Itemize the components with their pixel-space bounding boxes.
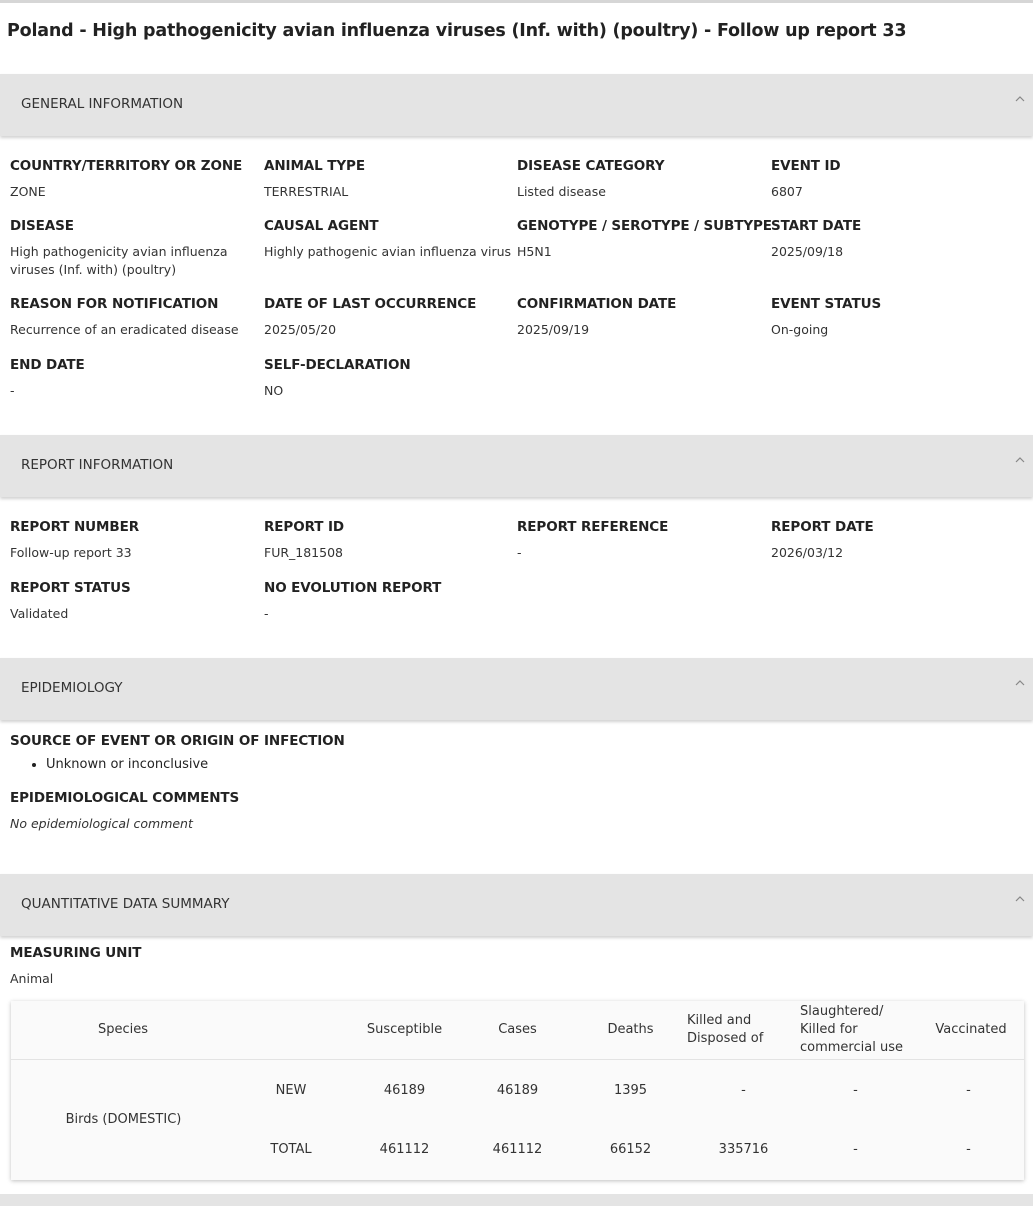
field-label: MEASURING UNIT: [10, 945, 142, 961]
col-header-species: Species: [98, 1022, 149, 1037]
section-epidemiology-label: EPIDEMIOLOGY: [21, 680, 123, 696]
col-header-deaths: Deaths: [607, 1022, 654, 1037]
field-value: -: [264, 606, 269, 621]
cell-total-susceptible: 461112: [379, 1142, 430, 1157]
field-animal-type: [264, 158, 514, 201]
field-value: High pathogenicity avian influenza viruses (Inf. with) (poultry): [10, 244, 228, 277]
field-disease-category: [517, 158, 767, 201]
field-label: DISEASE CATEGORY: [517, 158, 665, 174]
field-label: REPORT NUMBER: [10, 519, 139, 535]
top-divider: [0, 0, 1033, 3]
field-label: COUNTRY/TERRITORY OR ZONE: [10, 158, 243, 174]
field-label: CONFIRMATION DATE: [517, 296, 677, 312]
field-value: -: [10, 383, 15, 398]
field-label: GENOTYPE / SEROTYPE / SUBTYPE: [517, 218, 772, 234]
field-label: REPORT DATE: [771, 519, 874, 535]
section-epidemiology[interactable]: [0, 658, 1033, 720]
field-value: Validated: [10, 606, 69, 621]
section-report-label: REPORT INFORMATION: [21, 457, 174, 473]
section-quant-label: QUANTITATIVE DATA SUMMARY: [21, 896, 230, 912]
field-start-date: [771, 218, 1021, 261]
field-value: -: [517, 545, 522, 560]
chevron-up-icon[interactable]: [1014, 893, 1026, 907]
field-report-status: [10, 580, 260, 623]
next-section-header[interactable]: [0, 1194, 1033, 1206]
field-value: H5N1: [517, 244, 552, 259]
field-end-date: [10, 357, 260, 400]
field-label: EVENT ID: [771, 158, 841, 174]
field-value: FUR_181508: [264, 545, 343, 560]
field-value: Listed disease: [517, 184, 606, 199]
field-genotype: [517, 218, 772, 261]
cell-new-slaughtered: -: [853, 1083, 858, 1098]
field-value: NO: [264, 383, 284, 398]
field-label: DISEASE: [10, 218, 74, 234]
chevron-up-icon[interactable]: [1014, 454, 1026, 468]
cell-total-cases: 461112: [492, 1142, 543, 1157]
field-source-of-event: [10, 733, 610, 749]
field-measuring-unit: [10, 945, 260, 988]
field-label: SELF-DECLARATION: [264, 357, 411, 373]
field-event-status: [771, 296, 1021, 339]
field-report-number: [10, 519, 260, 562]
field-value: 2025/09/18: [771, 244, 844, 259]
field-value: TERRESTRIAL: [264, 184, 349, 199]
cell-new-deaths: 1395: [613, 1083, 648, 1098]
field-report-id: [264, 519, 514, 562]
field-label: END DATE: [10, 357, 85, 373]
field-label: EVENT STATUS: [771, 296, 882, 312]
field-label: REPORT ID: [264, 519, 345, 535]
quantitative-table: [11, 1001, 1024, 1180]
cell-new-susceptible: 46189: [383, 1083, 426, 1098]
section-report-information[interactable]: [0, 435, 1033, 497]
field-confirmation-date: [517, 296, 767, 339]
cell-total-vaccinated: -: [966, 1142, 971, 1157]
field-value: 2025/05/20: [264, 322, 337, 337]
chevron-up-icon[interactable]: [1014, 93, 1026, 107]
col-header-slaughtered: Slaughtered/ Killed for commercial use: [800, 1004, 903, 1055]
field-value: Recurrence of an eradicated disease: [10, 322, 239, 337]
page-title: Poland - High pathogenicity avian influenza viruses (Inf. with) (poultry) - Follow up report 33: [7, 21, 907, 41]
cell-row-type-new: NEW: [275, 1083, 307, 1098]
field-label: NO EVOLUTION REPORT: [264, 580, 442, 596]
field-label: REPORT REFERENCE: [517, 519, 669, 535]
field-last-occurrence: [264, 296, 514, 339]
section-general-label: GENERAL INFORMATION: [21, 96, 184, 112]
cell-total-deaths: 66152: [609, 1142, 652, 1157]
col-header-cases: Cases: [498, 1022, 537, 1037]
field-value: 2025/09/19: [517, 322, 590, 337]
field-reason: [10, 296, 260, 339]
col-header-vaccinated: Vaccinated: [935, 1022, 1007, 1037]
field-label: CAUSAL AGENT: [264, 218, 379, 234]
field-value: Highly pathogenic avian influenza virus: [264, 244, 512, 259]
field-value: ZONE: [10, 184, 46, 199]
cell-new-vaccinated: -: [966, 1083, 971, 1098]
field-label: REASON FOR NOTIFICATION: [10, 296, 219, 312]
field-value: Follow-up report 33: [10, 545, 132, 560]
header-divider: [11, 1059, 1024, 1060]
field-value: Animal: [10, 971, 54, 986]
col-header-susceptible: Susceptible: [366, 1022, 443, 1037]
chevron-up-icon[interactable]: [1014, 677, 1026, 691]
field-label: REPORT STATUS: [10, 580, 131, 596]
cell-new-killed: -: [741, 1083, 746, 1098]
field-label: START DATE: [771, 218, 862, 234]
source-list: [30, 757, 208, 772]
cell-total-slaughtered: -: [853, 1142, 858, 1157]
field-report-reference: [517, 519, 767, 562]
field-no-evolution: [264, 580, 514, 623]
field-label: SOURCE OF EVENT OR ORIGIN OF INFECTION: [10, 733, 345, 749]
field-value: No epidemiological comment: [10, 816, 193, 831]
field-label: EPIDEMIOLOGICAL COMMENTS: [10, 790, 240, 806]
field-label: ANIMAL TYPE: [264, 158, 365, 174]
field-event-id: [771, 158, 1021, 201]
field-report-date: [771, 519, 1021, 562]
list-item: • Unknown or inconclusive: [46, 757, 208, 772]
field-value: 2026/03/12: [771, 545, 844, 560]
field-label: DATE OF LAST OCCURRENCE: [264, 296, 477, 312]
section-general-information[interactable]: [0, 74, 1033, 136]
cell-new-cases: 46189: [496, 1083, 539, 1098]
field-causal-agent: [264, 218, 514, 261]
field-country: [10, 158, 260, 201]
field-value: 6807: [771, 184, 803, 199]
cell-total-killed: 335716: [718, 1142, 769, 1157]
field-epi-comments: [10, 790, 610, 833]
field-self-declaration: [264, 357, 514, 400]
cell-row-type-total: TOTAL: [270, 1142, 312, 1157]
cell-species: Birds (DOMESTIC): [65, 1112, 182, 1127]
field-disease: [10, 218, 250, 279]
field-value: On-going: [771, 322, 829, 337]
col-header-killed: Killed and Disposed of: [687, 1013, 764, 1046]
section-quantitative-data[interactable]: [0, 874, 1033, 936]
